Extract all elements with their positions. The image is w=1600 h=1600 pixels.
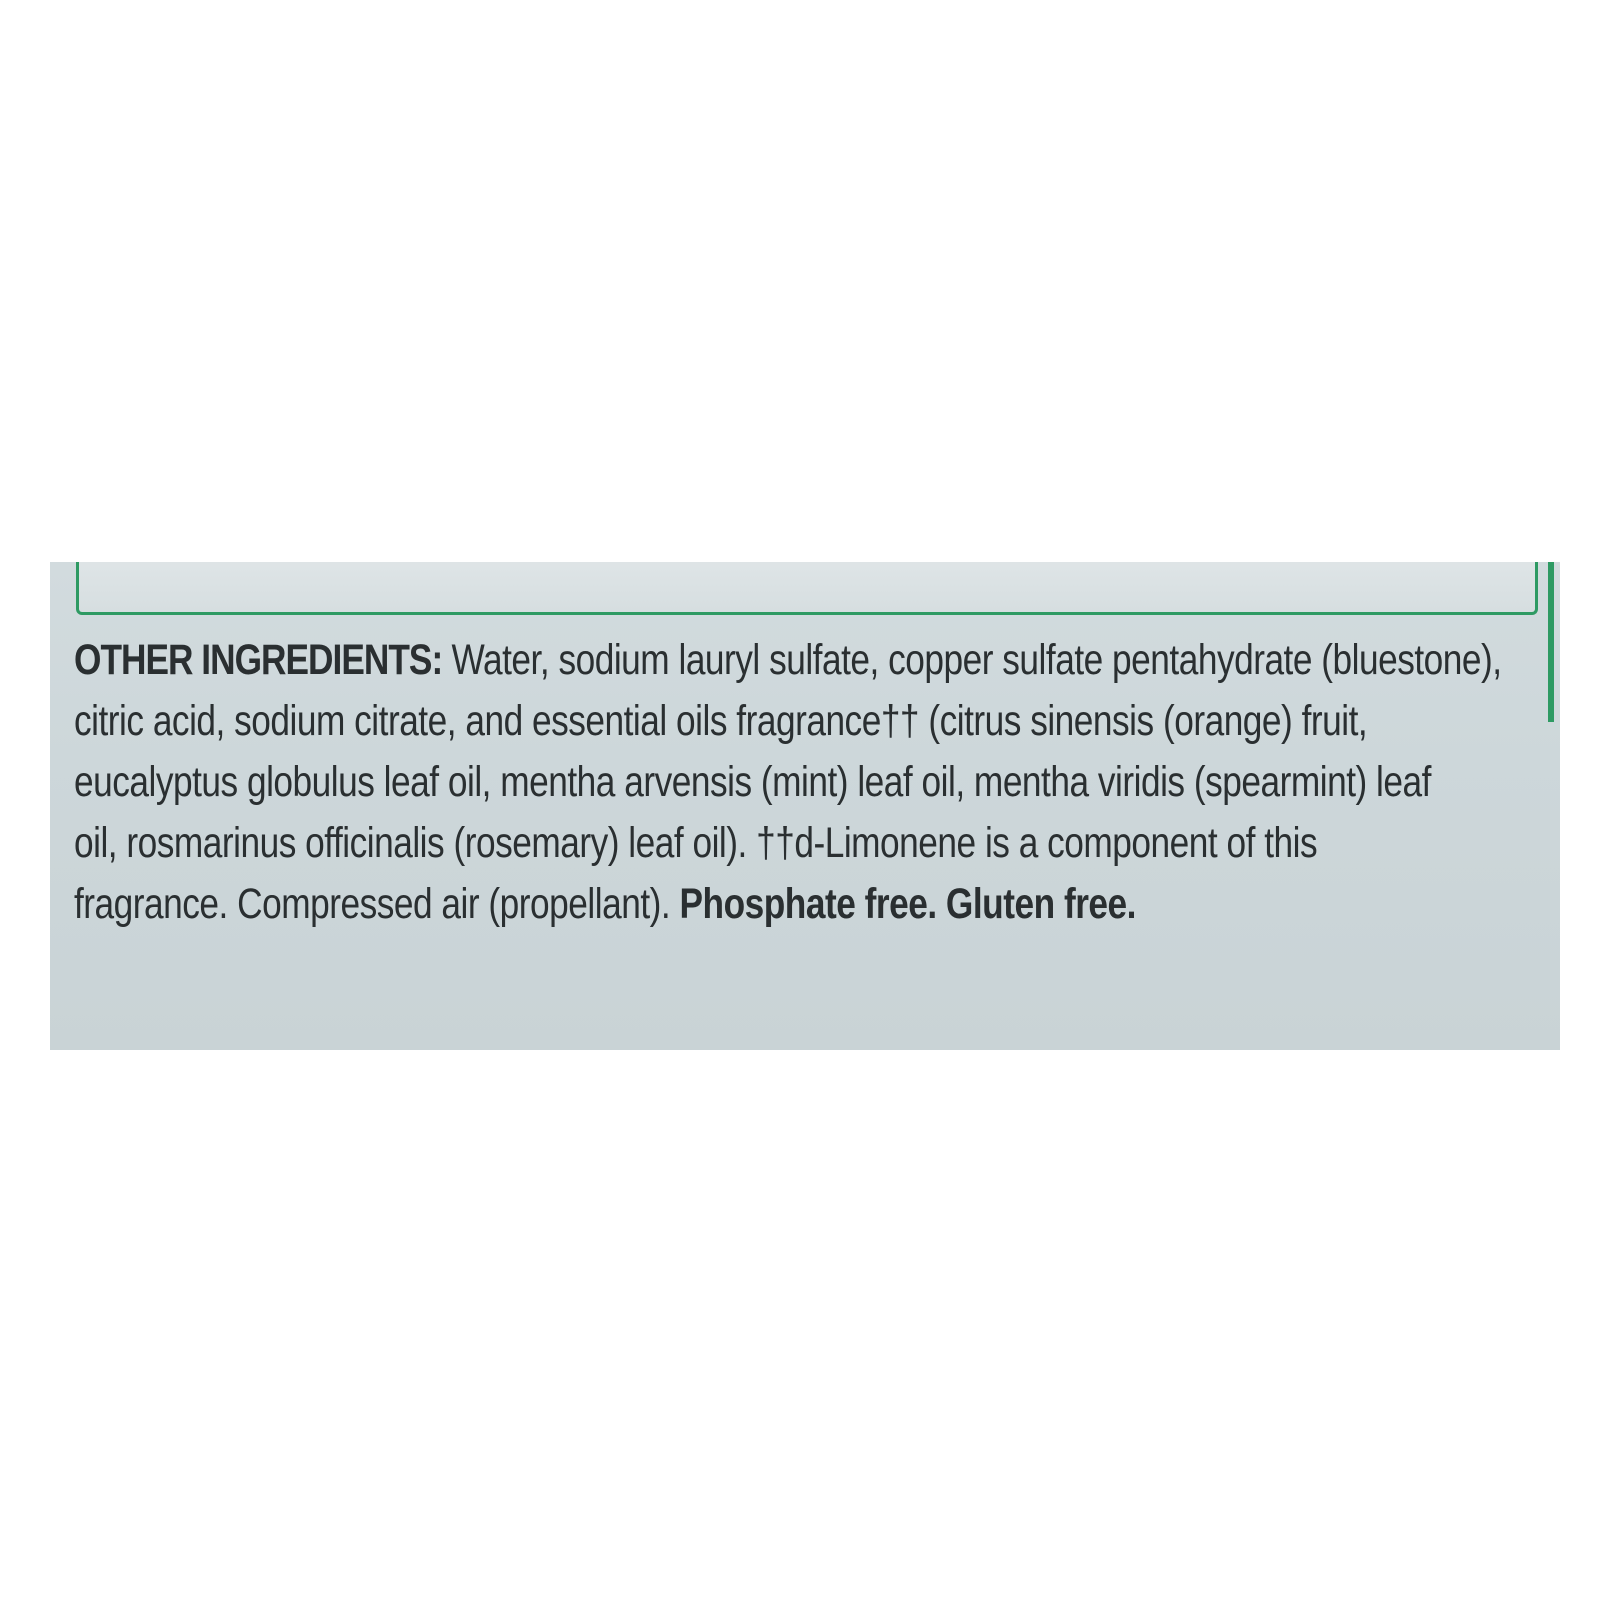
- free-from-claims: Phosphate free. Gluten free.: [679, 880, 1136, 928]
- label-top-border-strip: [76, 562, 1538, 615]
- ingredients-line-5: fragrance. Compressed air (propellant). Phosphate free. Gluten free.: [74, 880, 1136, 928]
- ingredients-line-3: eucalyptus globulus leaf oil, mentha arvensis (mint) leaf oil, mentha viridis (spearmint) leaf: [74, 758, 1431, 806]
- ingredients-line-1: OTHER INGREDIENTS: Water, sodium lauryl sulfate, copper sulfate pentahydrate (bluestone),: [74, 636, 1502, 684]
- product-label: [50, 562, 1560, 1050]
- ingredients-text: [74, 630, 1550, 935]
- ingredients-line-2: citric acid, sodium citrate, and essential oils fragrance†† (citrus sinensis (orange) fruit,: [74, 697, 1368, 745]
- ingredients-heading: OTHER INGREDIENTS:: [74, 636, 443, 684]
- ingredients-line-4: oil, rosmarinus officinalis (rosemary) leaf oil). ††d-Limonene is a component of this: [74, 819, 1318, 867]
